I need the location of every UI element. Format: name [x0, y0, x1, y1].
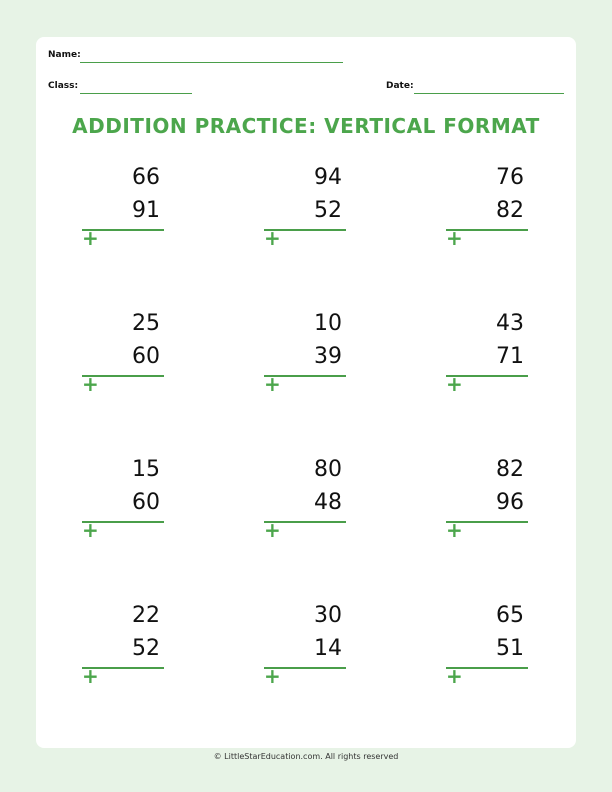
- date-label: Date:: [386, 81, 414, 91]
- date-field[interactable]: [414, 93, 564, 94]
- addition-problem: [446, 458, 528, 548]
- bottom-addend: 71: [496, 344, 524, 369]
- addition-problem: [264, 458, 346, 548]
- addition-problem: [264, 604, 346, 694]
- bottom-addend: 14: [314, 636, 342, 661]
- bottom-addend: 91: [132, 198, 160, 223]
- plus-sign-icon: +: [82, 226, 99, 250]
- top-addend: 65: [496, 603, 524, 628]
- top-addend: 80: [314, 457, 342, 482]
- plus-sign-icon: +: [264, 664, 281, 688]
- top-addend: 82: [496, 457, 524, 482]
- bottom-addend: 82: [496, 198, 524, 223]
- top-addend: 15: [132, 457, 160, 482]
- top-addend: 30: [314, 603, 342, 628]
- addition-problem: [264, 166, 346, 256]
- addition-problem: [264, 312, 346, 402]
- addition-problem: [82, 458, 164, 548]
- addition-problem: [82, 312, 164, 402]
- plus-sign-icon: +: [82, 518, 99, 542]
- plus-sign-icon: +: [264, 372, 281, 396]
- bottom-addend: 60: [132, 344, 160, 369]
- bottom-addend: 60: [132, 490, 160, 515]
- bottom-addend: 39: [314, 344, 342, 369]
- class-field[interactable]: [80, 93, 192, 94]
- class-label: Class:: [48, 81, 79, 91]
- name-label: Name:: [48, 50, 81, 60]
- addition-problem: [446, 312, 528, 402]
- top-addend: 25: [132, 311, 160, 336]
- plus-sign-icon: +: [446, 226, 463, 250]
- bottom-addend: 52: [314, 198, 342, 223]
- addition-problem: [446, 166, 528, 256]
- plus-sign-icon: +: [82, 372, 99, 396]
- addition-problem: [82, 166, 164, 256]
- plus-sign-icon: +: [264, 226, 281, 250]
- top-addend: 43: [496, 311, 524, 336]
- bottom-addend: 52: [132, 636, 160, 661]
- plus-sign-icon: +: [446, 664, 463, 688]
- worksheet-title: ADDITION PRACTICE: VERTICAL FORMAT: [72, 114, 540, 138]
- top-addend: 66: [132, 165, 160, 190]
- top-addend: 22: [132, 603, 160, 628]
- name-field[interactable]: [80, 62, 343, 63]
- bottom-addend: 96: [496, 490, 524, 515]
- plus-sign-icon: +: [446, 372, 463, 396]
- plus-sign-icon: +: [264, 518, 281, 542]
- top-addend: 94: [314, 165, 342, 190]
- top-addend: 76: [496, 165, 524, 190]
- plus-sign-icon: +: [82, 664, 99, 688]
- copyright-footer: © LittleStarEducation.com. All rights reserved: [213, 752, 399, 761]
- addition-problem: [446, 604, 528, 694]
- plus-sign-icon: +: [446, 518, 463, 542]
- addition-problem: [82, 604, 164, 694]
- bottom-addend: 51: [496, 636, 524, 661]
- top-addend: 10: [314, 311, 342, 336]
- bottom-addend: 48: [314, 490, 342, 515]
